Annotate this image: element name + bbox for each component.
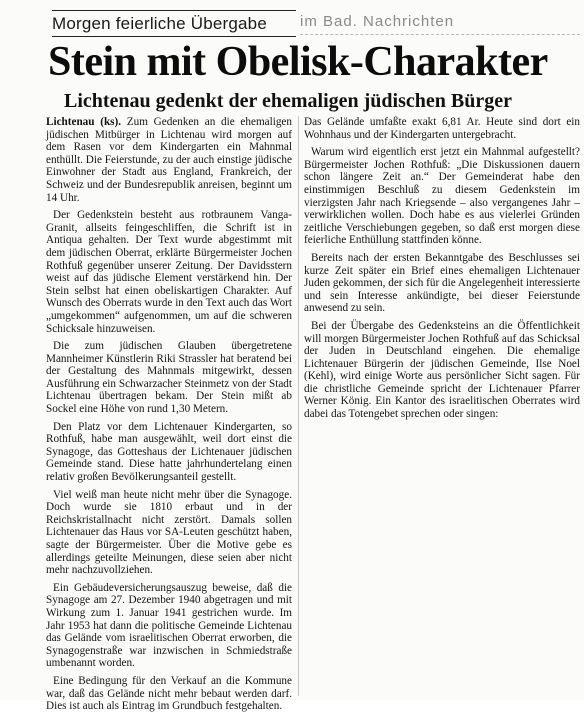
lead-text: Zum Gedenken an die ehemaligen jüdischen Mitbürger in Lichtenau wird morgen auf dem Rasen vor dem Kindergarten ein Mahnmal enthüllt. Die Feierstunde, zu der auch einstige jüdische Einwohner der Stadt aus England, Frankreich, der Schweiz und der Bundesrepublik anreisen, beginnt um 14 Uhr. (46, 116, 292, 204)
dateline: Lichtenau (ks). (46, 116, 122, 128)
article-paragraph: Warum wird eigentlich erst jetzt ein Mahnmal aufgestellt? Bürgermeister Jochen Rothfuß: „Die Diskussionen dauern schon längere Zeit an.“ Der Gemeinderat habe den einstimmigen Beschluß zu diesem Gedenkstein im vierzigsten Jahr nach Kriegsende – also vergangenes Jahr – verwirklichen wollen. Doch habe es aus vielerlei Gründen zeitliche Verschiebungen gegeben, so daß erst morgen diese feierliche Enthüllung stattfinden könne. (304, 146, 580, 247)
article-paragraph: Der Gedenkstein besteht aus rotbraunem Vanga-Granit, allseits feingeschliffen, die Schrift ist in Antiqua gehalten. Der Text wurde abgestimmt mit dem jüdischen Oberrat, erklärte Bürgermeister Jochen Rothfuß gegenüber unserer Zeitung. Der Davidsstern weist auf das jüdische Element verstärkend hin. Der Stein selbst hat einen obeliskartigen Charakter. Auf Wunsch des Oberrats wurde in den Text auch das Wort „umgekommen“ aufgenommen, um auf die schweren Schicksale hinzuweisen. (46, 209, 292, 335)
kicker-line: Morgen feierliche Übergabe (52, 10, 296, 37)
article-paragraph: Ein Gebäudeversicherungsauszug beweise, daß die Synagoge am 27. Dezember 1940 abgetragen und mit Wirkung zum 1. Januar 1941 gestrichen wurde. Im Jahr 1953 hat dann die politische Gemeinde Lichtenau das Gelände vom israelitischen Oberrat erworben, die Synagogenstraße war inzwischen in Schmiedstraße umbenannt worden. (46, 581, 292, 670)
article-paragraph: Das Gelände umfaßte exakt 6,81 Ar. Heute sind dort ein Wohnhaus und der Kindergarten untergebracht. (304, 116, 580, 141)
article-paragraph: Bei der Übergabe des Gedenksteins an die Öffentlichkeit will morgen Bürgermeister Jochen Rothfuß auf das Schicksal der Juden in Deutschland eingehen. Die ehemalige Lichtenauer Bürgerin der jüdischen Gemeinde, Ilse Noel (Kehl), wird einige Worte aus persönlicher Sicht sagen. Für die christliche Gemeinde spricht der Lichtenauer Pfarrer Werner König. Ein Kantor des israelitischen Oberrates wird dabei das Totengebet sprechen oder singen: (304, 319, 580, 421)
subheadline: Lichtenau gedenkt der ehemaligen jüdischen Bürger (64, 90, 512, 112)
bleed-through-header: im Bad. Nachrichten (300, 10, 580, 35)
article-paragraph: Eine Bedingung für den Verkauf an die Kommune war, daß das Gelände nicht mehr bebaut werden darf. Dies ist auch als Eintrag im Grundbuch festgehalten. (46, 674, 292, 713)
headline: Stein mit Obelisk-Charakter (48, 39, 548, 85)
article-column-left (46, 116, 292, 713)
article-paragraph: Bereits nach der ersten Bekanntgabe des Beschlusses sei kurze Zeit später ein Brief eines ehemaligen Lichtenauer Juden gekommen, der sich für die Angelegenheit interessierte und sein Interesse ankündigte, bei dieser Feierstunde anwesend zu sein. (304, 251, 580, 315)
lead-paragraph (46, 116, 292, 204)
article-column-right (304, 116, 580, 576)
article-paragraph: Viel weiß man heute nicht mehr über die Synagoge. Doch wurde sie 1810 erbaut und in der Reichskristallnacht nicht zerstört. Damals sollen Lichtenauer das Haus vor SA-Leuten geschützt haben, sagte der Bürgermeister. Über die Motive gebe es allerdings geteilte Meinungen, diese seien aber nicht mehr nachzuvollziehen. (46, 488, 292, 577)
article-paragraph: Die zum jüdischen Glauben übergetretene Mannheimer Künstlerin Riki Strassler hat beratend bei der Gestaltung des Mahnmals mitgewirkt, dessen Ausführung ein Schwarzacher Steinmetz von der Stadt Lichtenau übertragen bekam. Der Stein mißt ab Sockel eine Höhe von rund 1,30 Metern. (46, 340, 292, 416)
article-paragraph: Den Platz vor dem Lichtenauer Kindergarten, so Rothfuß, habe man ausgewählt, weil dort einst die Synagoge, das Gotteshaus der Lichtenauer jüdischen Gemeinde stand. Diese hatte jahrhundertelang einen relativ großen Bevölkerungsanteil gestellt. (46, 420, 292, 484)
column-divider (298, 116, 299, 696)
